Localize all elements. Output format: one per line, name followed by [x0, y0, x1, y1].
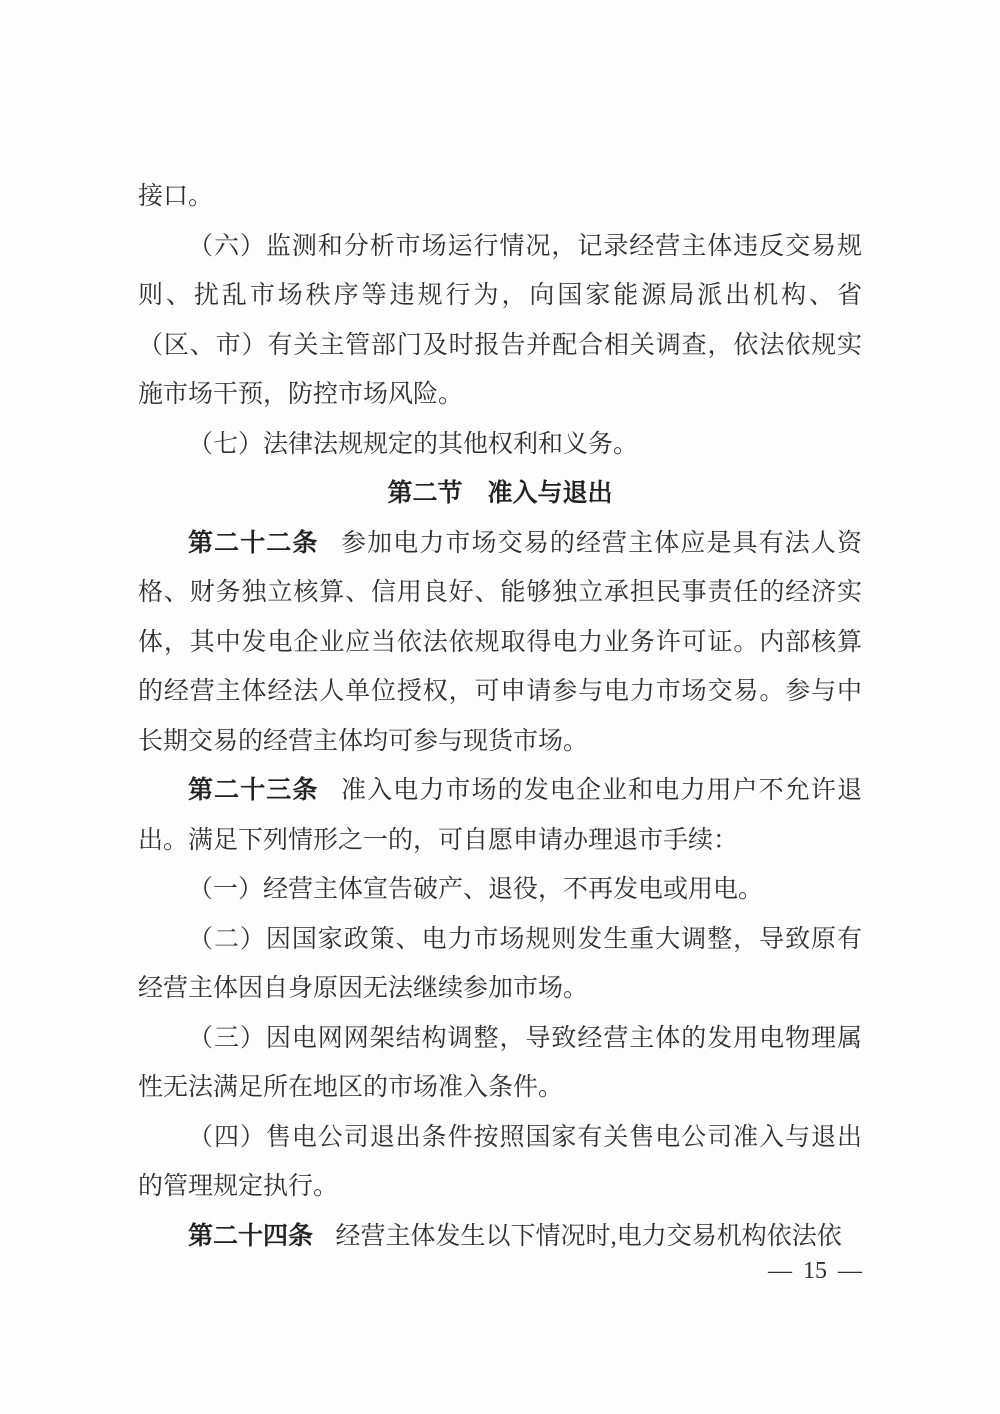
paragraph: （一）经营主体宣告破产、退役，不再发电或用电。: [188, 876, 764, 903]
paragraph-text: 参加电力市场交易的经营主体应是具有法人资格、财务独立核算、信用良好、能够独立承担民事责任的经济实体，其中发电企业应当依法依规取得电力业务许可证。内部核算的经营主体经法人单位授权，可申请参与电力市场交易。参与中长期交易的经营主体均可参与现货市场。: [138, 529, 862, 755]
paragraph: （七）法律法规规定的其他权利和义务。: [188, 430, 639, 458]
section-heading: 第二节 准入与退出: [387, 480, 613, 507]
page-footer: [138, 1256, 862, 1286]
footer-dash-right: —: [838, 1258, 862, 1284]
page-number: 15: [803, 1258, 827, 1284]
paragraph: （三）因电网网架结构调整，导致经营主体的发用电物理属性无法满足所在地区的市场准入条件。: [138, 1024, 862, 1101]
article-number: 第二十三条: [188, 777, 319, 804]
paragraph: 接口。: [138, 183, 214, 210]
paragraph: （二）因国家政策、电力市场规则发生重大调整，导致原有经营主体因自身原因无法继续参加市场。: [138, 925, 862, 1002]
article-paragraph: [138, 1212, 862, 1262]
article-number: 第二十四条: [188, 1222, 314, 1250]
article-paragraph: [138, 519, 862, 767]
paragraph-text: 准入电力市场的发电企业和电力用户不允许退出。满足下列情形之一的，可自愿申请办理退市手续：: [138, 777, 862, 854]
document-body: [138, 172, 862, 1261]
paragraph: （四）售电公司退出条件按照国家有关售电公司准入与退出的管理规定执行。: [138, 1123, 862, 1200]
article-paragraph: [138, 766, 862, 865]
footer-dash-left: —: [768, 1258, 792, 1284]
article-number: 第二十二条: [188, 529, 319, 557]
paragraph-text: 经营主体发生以下情况时,电力交易机构依法依: [335, 1222, 842, 1250]
paragraph: （六）监测和分析市场运行情况，记录经营主体违反交易规则、扰乱市场秩序等违规行为，向国家能源局派出机构、省（区、市）有关主管部门及时报告并配合相关调查，依法依规实施市场干预，防控市场风险。: [138, 232, 862, 408]
